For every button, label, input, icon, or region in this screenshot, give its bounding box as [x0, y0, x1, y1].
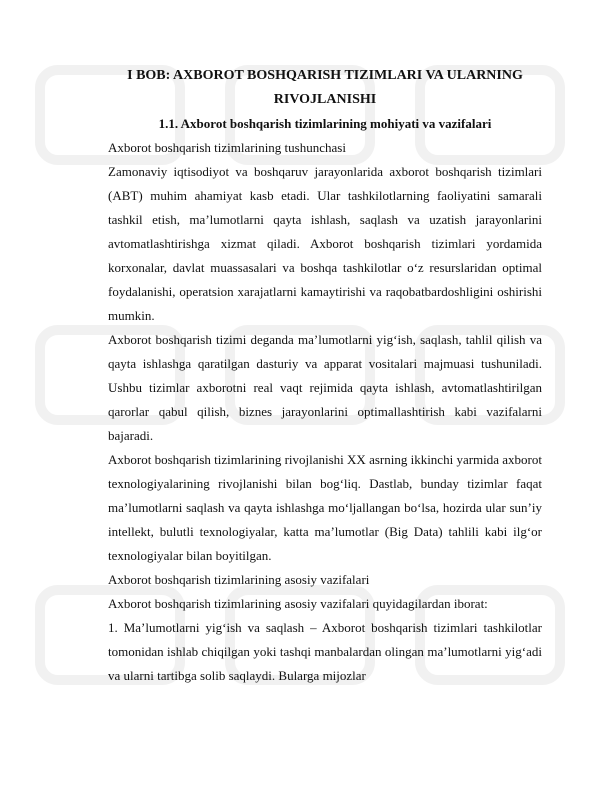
- paragraph-definition: Axborot boshqarish tizimi deganda ma’lumotlarni yig‘ish, saqlash, tahlil qilish va qayta ishlashga qaratilgan dasturiy va apparat vositalari majmuasi tushuniladi. Ushbu tizimlar axborotni real vaqt rejimida qayta ishlash, avtomatlashtirilgan qarorlar qabul qilish, biznes jarayonlarini optimallashtirish kabi vazifalarni bajaradi.: [108, 332, 542, 443]
- document-page: [108, 64, 542, 688]
- section-title: 1.1. Axborot boshqarish tizimlarining mohiyati va vazifalari: [158, 116, 492, 131]
- subheading-concept: Axborot boshqarish tizimlarining tushunchasi: [108, 140, 346, 155]
- paragraph-functions-intro: Axborot boshqarish tizimlarining asosiy vazifalari quyidagilardan iborat:: [108, 596, 488, 611]
- list-item-1: 1. Ma’lumotlarni yig‘ish va saqlash – Axborot boshqarish tizimlari tashkilotlar tomonidan ishlab chiqilgan yoki tashqi manbalardan olingan ma’lumotlarni yig‘adi va ularni tartibga solib saqlaydi. Bularga mijozlar: [108, 620, 542, 683]
- paragraph-intro: Zamonaviy iqtisodiyot va boshqaruv jarayonlarida axborot boshqarish tizimlari (ABT) muhim ahamiyat kasb etadi. Ular tashkilotlarning faoliyatini samarali tashkil etish, ma’lumotlarni qayta ishlash, saqlash va uzatish jarayonlarini avtomatlashtirishga xizmat qiladi. Axborot boshqarish tizimlari yordamida korxonalar, davlat muassasalari va boshqa tashkilotlar o‘z resurslaridan optimal foydalanishi, operatsion xarajatlarni kamaytirishi va raqobatbardoshligini oshirishi mumkin.: [108, 164, 542, 323]
- chapter-title: I BOB: AXBOROT BOSHQARISH TIZIMLARI VA ULARNING RIVOJLANISHI: [127, 68, 523, 107]
- paragraph-history: Axborot boshqarish tizimlarining rivojlanishi XX asrning ikkinchi yarmida axborot texnologiyalarining rivojlanishi bilan bog‘liq. Dastlab, bunday tizimlar faqat ma’lumotlarni saqlash va qayta ishlashga mo‘ljallangan bo‘lsa, hozirda ular sun’iy intellekt, bulutli texnologiyalar, katta ma’lumotlar (Big Data) tahlili kabi ilg‘or texnologiyalar bilan boyitilgan.: [108, 452, 542, 563]
- subheading-functions: Axborot boshqarish tizimlarining asosiy vazifalari: [108, 572, 370, 587]
